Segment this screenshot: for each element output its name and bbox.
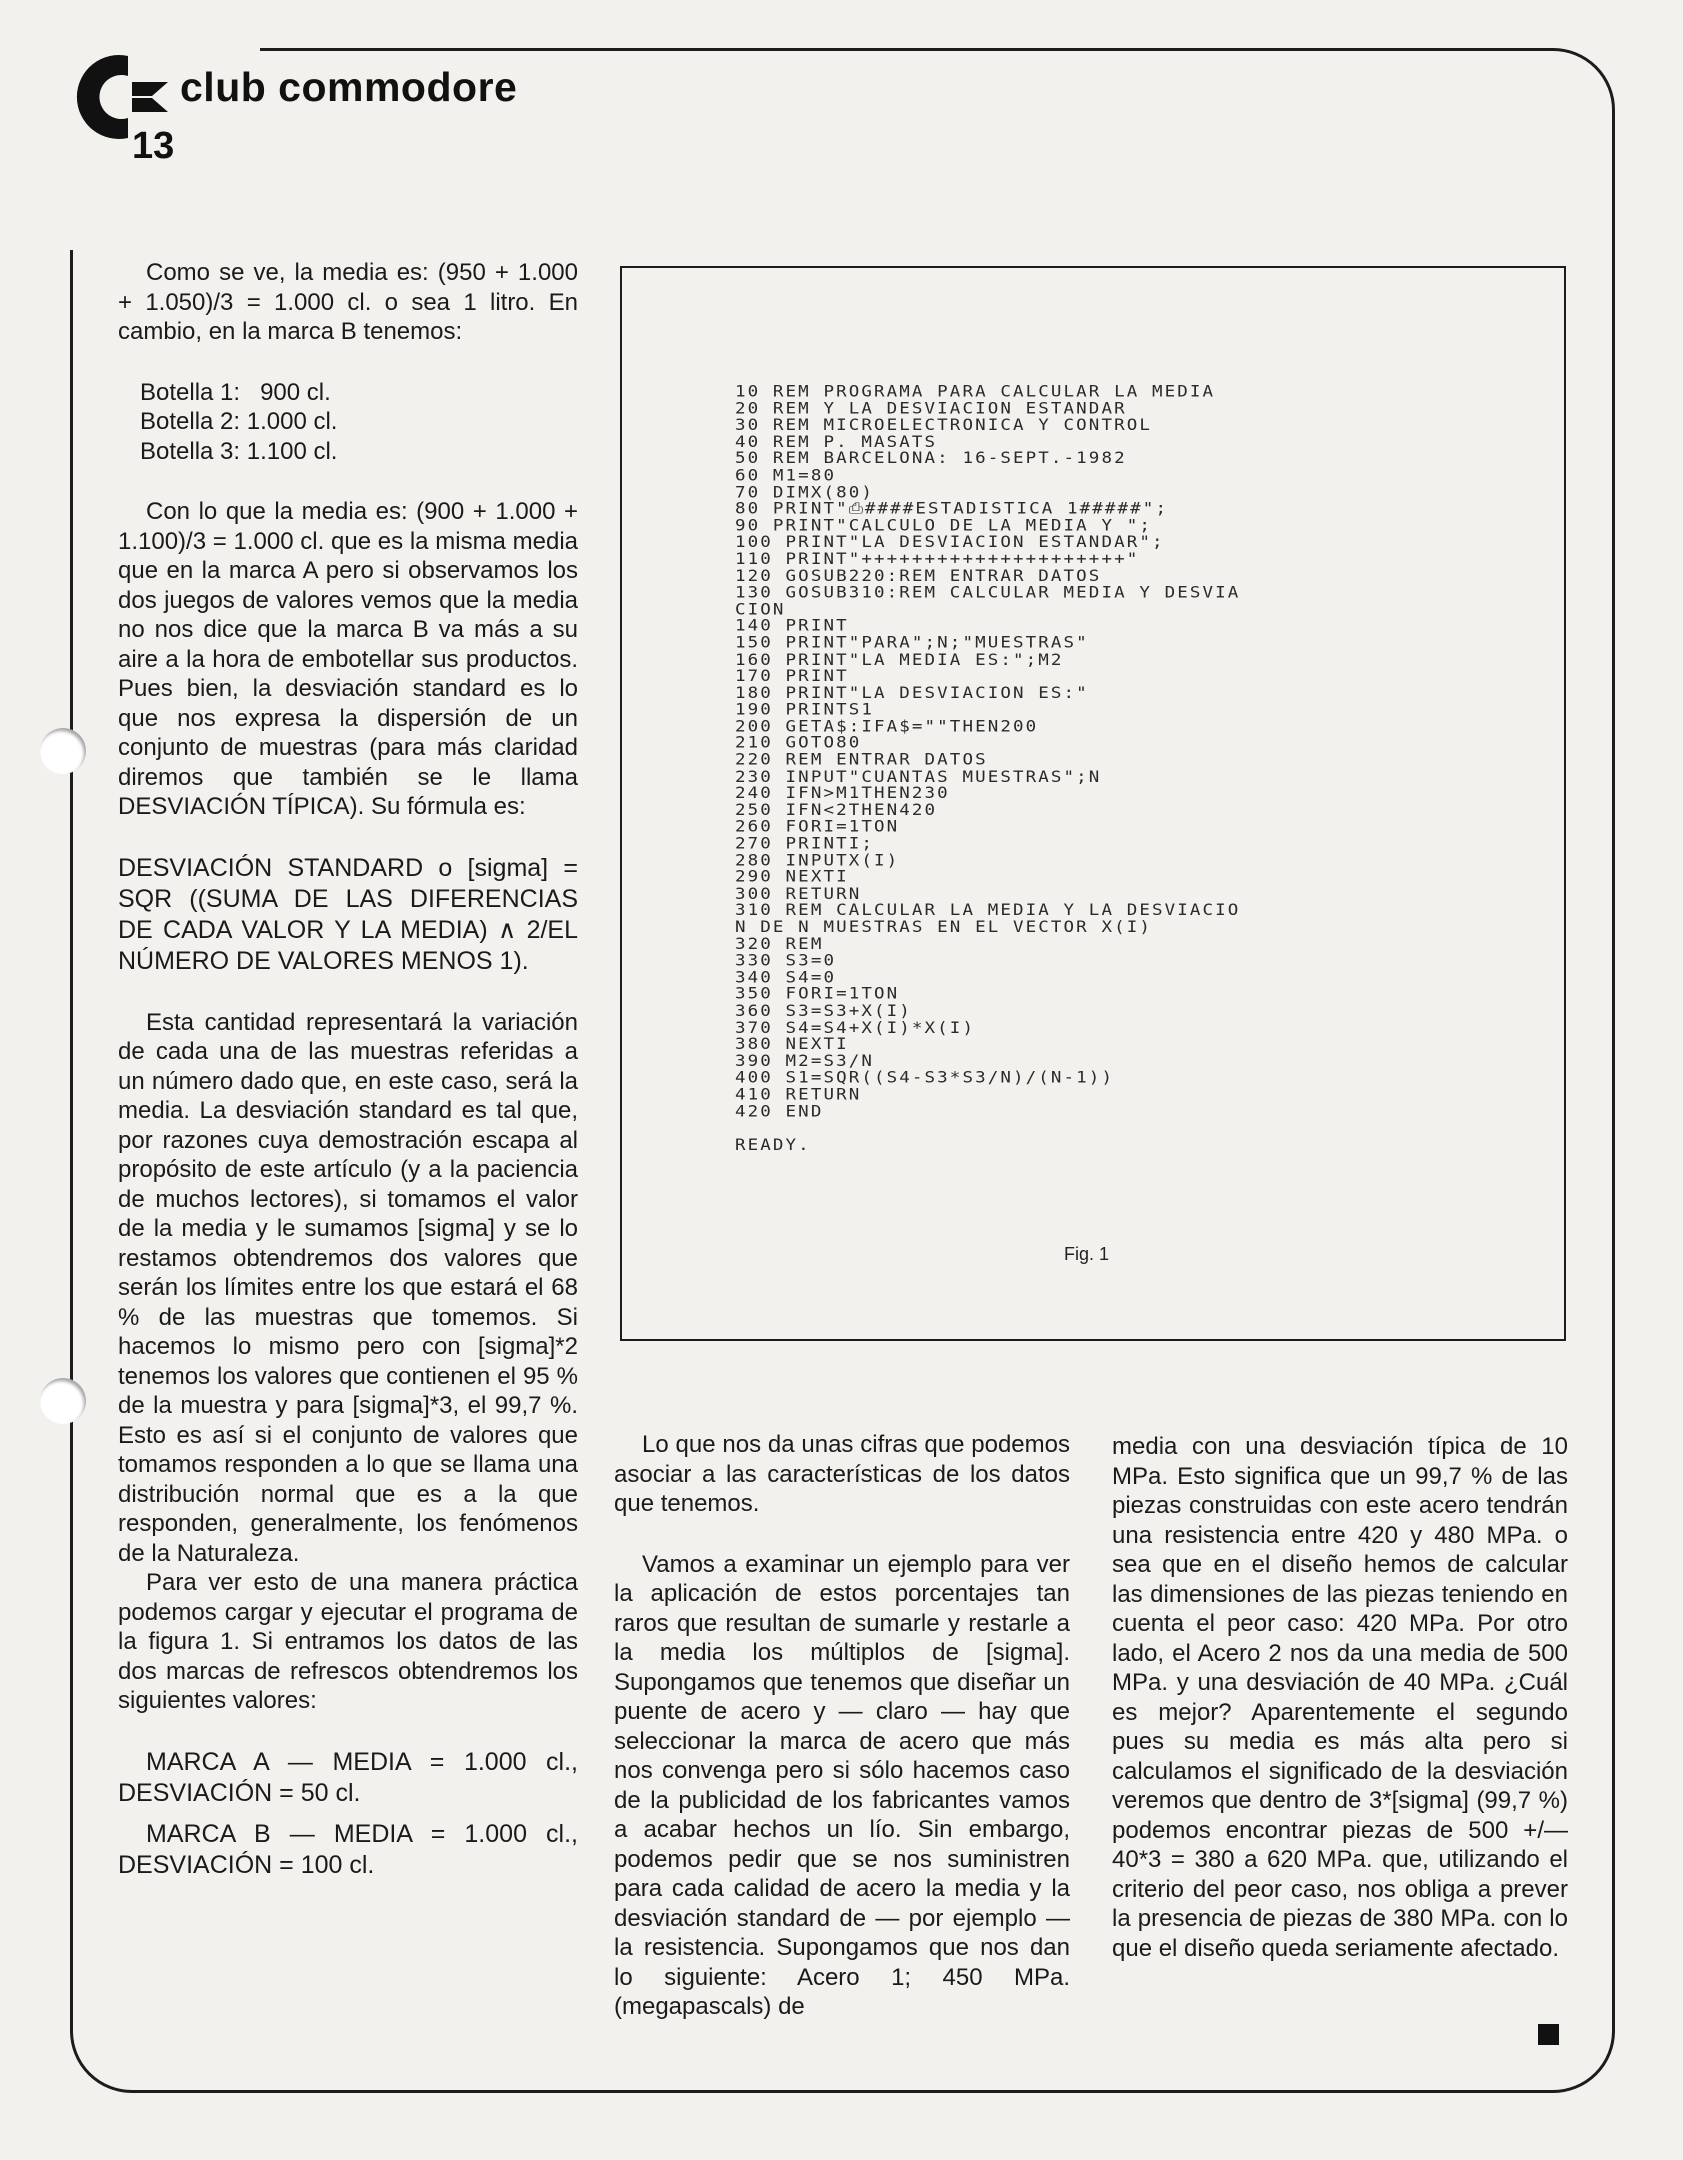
code-line: 220 REM ENTRAR DATOS [735, 751, 988, 770]
code-line: 10 REM PROGRAMA PARA CALCULAR LA MEDIA [735, 383, 1216, 402]
code-line: 290 NEXTI [735, 868, 849, 887]
result-b: MARCA B — MEDIA = 1.000 cl., DESVIACIÓN = 100 cl. [118, 1819, 578, 1879]
code-line [735, 1120, 1525, 1137]
code-line: 50 REM BARCELONA: 16-SEPT.-1982 [735, 450, 1127, 469]
code-line: 70 DIMX(80) [735, 483, 874, 502]
code-line: 320 REM [735, 935, 824, 954]
code-line: 280 INPUTX(I) [735, 851, 900, 870]
code-line: 420 END [735, 1102, 824, 1121]
code-line: 120 GOSUB220:REM ENTRAR DATOS [735, 567, 1102, 586]
paragraph: Para ver esto de una manera práctica podemos cargar y ejecutar el programa de la figura 1. Si entramos los datos de las dos marcas de refrescos obtendremos los siguientes valores: [118, 1569, 578, 1714]
code-line: 270 PRINTI; [735, 834, 874, 853]
list-item: Botella 1: 900 cl. [140, 378, 331, 406]
code-line: 370 S4=S4+X(I)*X(I) [735, 1019, 976, 1038]
left-column [118, 258, 578, 1881]
formula: DESVIACIÓN STANDARD o [sigma] = SQR ((SUMA DE LAS DIFERENCIAS DE CADA VALOR Y LA MEDIA) ∧ 2/EL NÚMERO DE VALORES MENOS 1). [118, 853, 578, 975]
code-line: 90 PRINT"CALCULO DE LA MEDIA Y "; [735, 516, 1152, 535]
code-line: 250 IFN<2THEN420 [735, 801, 938, 820]
paragraph: media con una desviación típica de 10 MPa. Esto significa que un 99,7 % de las piezas construidas con este acero tendrán una resistencia entre 420 y 480 MPa. o sea que en el diseño hemos de calcular las dimensiones de las piezas teniendo en cuenta el peor caso: 420 MPa. Por otro lado, el Acero 2 nos da una media de 500 MPa. y una desviación de 40 MPa. ¿Cuál es mejor? Aparentemente el segundo pues su media es más alta pero si calculamos el significado de la desviación veremos que dentro de 3*[sigma] (99,7 %) podemos encontrar piezas de 500 +/— 40*3 = 380 a 620 MPa. que, utilizando el criterio del peor caso, nos obliga a prever la presencia de piezas de 380 MPa. con lo que el diseño queda seriamente afectado. [1112, 1433, 1568, 1962]
code-line: N DE N MUESTRAS EN EL VECTOR X(I) [735, 918, 1152, 937]
code-line: READY. [735, 1136, 811, 1155]
paragraph: Esta cantidad representará la variación de cada una de las muestras referidas a un número dado que, en este caso, será la media. La desviación standard es tal que, por razones cuya demostración escapa al propósito de este artículo (y a la paciencia de muchos lectores), si tomamos el valor de la media y le sumamos [sigma] y se lo restamos obtendremos dos valores que serán los límites entre los que estará el 68 % de las muestras que tomemos. Si hacemos lo mismo pero con [sigma]*2 tenemos los valores que contienen el 95 % de la muestra y para [sigma]*3, el 99,7 %. Esto es así si el conjunto de valores que tomamos responden a lo que se llama una distribución normal que es a la que responden, generalmente, los fenómenos de la Naturaleza. [118, 1008, 578, 1567]
end-mark [1538, 2024, 1559, 2045]
paragraph: Lo que nos da unas cifras que podemos asociar a las características de los datos que tenemos. [614, 1431, 1070, 1517]
middle-column [614, 1430, 1070, 2022]
code-line: 140 PRINT [735, 617, 849, 636]
code-line: 350 FORI=1TON [735, 985, 900, 1004]
code-line: 180 PRINT"LA DESVIACION ES:" [735, 684, 1089, 703]
code-line: 80 PRINT"⎙####ESTADISTICA 1#####"; [735, 500, 1169, 519]
code-line: 200 GETA$:IFA$=""THEN200 [735, 717, 1039, 736]
code-listing [735, 384, 1525, 1154]
code-line: 330 S3=0 [735, 952, 837, 971]
right-column [1112, 1432, 1568, 1963]
paragraph: Como se ve, la media es: (950 + 1.000 + 1.050)/3 = 1.000 cl. o sea 1 litro. En cambio, en la marca B tenemos: [118, 259, 578, 345]
list-item: Botella 3: 1.100 cl. [140, 437, 338, 465]
result-a: MARCA A — MEDIA = 1.000 cl., DESVIACIÓN = 50 cl. [118, 1747, 578, 1807]
code-line: 390 M2=S3/N [735, 1052, 874, 1071]
code-line: 150 PRINT"PARA";N;"MUESTRAS" [735, 634, 1089, 653]
code-line: 400 S1=SQR((S4-S3*S3/N)/(N-1)) [735, 1069, 1115, 1088]
code-line: 60 M1=80 [735, 466, 837, 485]
code-line: 240 IFN>M1THEN230 [735, 784, 950, 803]
page-number: 13 [132, 125, 175, 167]
bottle-list [118, 378, 578, 467]
binder-hole [40, 728, 86, 774]
code-line: 110 PRINT"+++++++++++++++++++++" [735, 550, 1140, 569]
code-line: CION [735, 600, 786, 619]
code-line: 40 REM P. MASATS [735, 433, 938, 452]
code-line: 230 INPUT"CUANTAS MUESTRAS";N [735, 767, 1102, 786]
code-line: 410 RETURN [735, 1085, 862, 1104]
code-line: 30 REM MICROELECTRONICA Y CONTROL [735, 416, 1152, 435]
code-line: 130 GOSUB310:REM CALCULAR MEDIA Y DESVIA [735, 583, 1241, 602]
code-line: 190 PRINTS1 [735, 701, 874, 720]
code-line: 310 REM CALCULAR LA MEDIA Y LA DESVIACIO [735, 901, 1241, 920]
list-item: Botella 2: 1.000 cl. [140, 408, 338, 435]
paragraph: Con lo que la media es: (900 + 1.000 + 1.100)/3 = 1.000 cl. que es la misma media que en la marca A pero si observamos los dos juegos de valores vemos que la media no nos dice que la marca B va más a su aire a la hora de embotellar sus productos. Pues bien, la desviación standard es lo que nos expresa la dispersión de un conjunto de muestras (para más claridad diremos que también se le llama DESVIACIÓN TÍPICA). Su fórmula es: [118, 498, 578, 820]
code-line: 340 S4=0 [735, 968, 837, 987]
code-line: 20 REM Y LA DESVIACION ESTANDAR [735, 399, 1127, 418]
figure-caption: Fig. 1 [1064, 1244, 1110, 1264]
brand-title: club commodore [180, 64, 518, 110]
code-line: 260 FORI=1TON [735, 818, 900, 837]
code-line: 300 RETURN [735, 885, 862, 904]
code-line: 210 GOTO80 [735, 734, 862, 753]
code-line: 360 S3=S3+X(I) [735, 1002, 912, 1021]
binder-hole [40, 1378, 86, 1424]
code-line: 100 PRINT"LA DESVIACION ESTANDAR"; [735, 533, 1165, 552]
paragraph: Vamos a examinar un ejemplo para ver la aplicación de estos porcentajes tan raros que resultan de sumarle y restarle a la media los múltiplos de [sigma]. Supongamos que tenemos que diseñar un puente de acero y — claro — hay que seleccionar la marca de acero que más nos convenga pero si sólo hacemos caso de la publicidad de los fabricantes vamos a acabar hechos un lío. Sin embargo, podemos pedir que se nos suministren para cada calidad de acero la media y la desviación standard de — por ejemplo — la resistencia. Supongamos que nos dan lo siguiente: Acero 1; 450 MPa. (megapascals) de [614, 1550, 1070, 2020]
code-line: 380 NEXTI [735, 1035, 849, 1054]
code-line: 160 PRINT"LA MEDIA ES:";M2 [735, 650, 1064, 669]
code-line: 170 PRINT [735, 667, 849, 686]
